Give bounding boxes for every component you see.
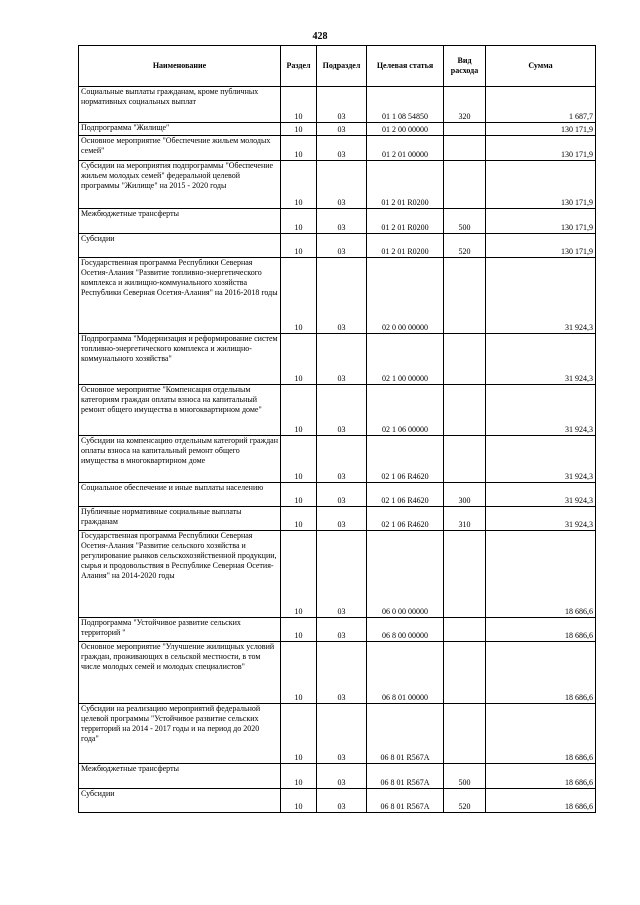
row-expense-type xyxy=(444,161,486,209)
row-target: 06 8 00 00000 xyxy=(367,618,444,642)
row-expense-type xyxy=(444,642,486,704)
table-row xyxy=(79,136,596,161)
row-subsection: 03 xyxy=(317,334,367,385)
row-section: 10 xyxy=(281,209,317,234)
row-section: 10 xyxy=(281,87,317,123)
row-name: Субсидии на реализацию мероприятий федеральной целевой программы "Устойчивое развитие сельских территорий на 2014 - 2017 годы и на период до 2020 года" xyxy=(79,704,281,764)
row-amount: 1 687,7 xyxy=(486,87,596,123)
row-amount: 18 686,6 xyxy=(486,704,596,764)
row-subsection: 03 xyxy=(317,789,367,813)
row-name: Межбюджетные трансферты xyxy=(79,209,281,234)
row-target: 06 8 01 R567A xyxy=(367,764,444,789)
row-section: 10 xyxy=(281,483,317,507)
row-name: Подпрограмма "Устойчивое развитие сельских территорий " xyxy=(79,618,281,642)
row-expense-type xyxy=(444,258,486,334)
row-section: 10 xyxy=(281,764,317,789)
row-section: 10 xyxy=(281,258,317,334)
row-name: Государственная программа Республики Северная Осетия-Алания "Развитие сельского хозяйства и регулирование рынков сельскохозяйственной продукции, сырья и продовольствия в Республике Северная Осетия-Алания" на 2014-2020 годы xyxy=(79,531,281,618)
row-subsection: 03 xyxy=(317,483,367,507)
row-amount: 31 924,3 xyxy=(486,436,596,483)
row-expense-type: 320 xyxy=(444,87,486,123)
row-subsection: 03 xyxy=(317,764,367,789)
table-row xyxy=(79,123,596,136)
budget-table xyxy=(78,45,596,813)
row-name: Социальное обеспечение и иные выплаты населению xyxy=(79,483,281,507)
table-row xyxy=(79,436,596,483)
row-section: 10 xyxy=(281,789,317,813)
row-expense-type: 520 xyxy=(444,234,486,258)
row-target: 06 8 01 R567A xyxy=(367,704,444,764)
column-header-section: Раздел xyxy=(281,46,317,87)
row-name: Основное мероприятие "Улучшение жилищных условий граждан, проживающих в сельской местности, в том числе молодых семей и молодых специалистов" xyxy=(79,642,281,704)
row-expense-type xyxy=(444,531,486,618)
row-expense-type xyxy=(444,436,486,483)
table-row xyxy=(79,87,596,123)
row-name: Субсидии на мероприятия подпрограммы "Обеспечение жильем молодых семей" федеральной целевой программы "Жилище" на 2015 - 2020 годы xyxy=(79,161,281,209)
row-subsection: 03 xyxy=(317,136,367,161)
row-amount: 130 171,9 xyxy=(486,123,596,136)
row-amount: 18 686,6 xyxy=(486,531,596,618)
row-section: 10 xyxy=(281,704,317,764)
row-target: 06 8 01 R567A xyxy=(367,789,444,813)
column-header-amount: Сумма xyxy=(486,46,596,87)
row-subsection: 03 xyxy=(317,209,367,234)
table-row xyxy=(79,258,596,334)
row-amount: 31 924,3 xyxy=(486,258,596,334)
row-target: 01 2 00 00000 xyxy=(367,123,444,136)
row-section: 10 xyxy=(281,642,317,704)
row-section: 10 xyxy=(281,123,317,136)
table-row xyxy=(79,234,596,258)
row-subsection: 03 xyxy=(317,642,367,704)
row-name: Государственная программа Республики Северная Осетия-Алания "Развитие топливно-энергетического комплекса и жилищно-коммунального хозяйства Республики Северная Осетия-Алания" на 2016-2018 годы xyxy=(79,258,281,334)
row-name: Подпрограмма "Жилище" xyxy=(79,123,281,136)
table-row xyxy=(79,161,596,209)
row-target: 02 1 06 R4620 xyxy=(367,483,444,507)
row-subsection: 03 xyxy=(317,123,367,136)
row-name: Субсидии на компенсацию отдельным категорий граждан оплаты взноса на капитальный ремонт общего имущества в многоквартирном доме xyxy=(79,436,281,483)
row-subsection: 03 xyxy=(317,385,367,436)
row-amount: 31 924,3 xyxy=(486,507,596,531)
row-section: 10 xyxy=(281,161,317,209)
row-amount: 31 924,3 xyxy=(486,483,596,507)
row-target: 02 1 06 R4620 xyxy=(367,436,444,483)
row-expense-type: 300 xyxy=(444,483,486,507)
row-expense-type xyxy=(444,334,486,385)
row-expense-type: 500 xyxy=(444,764,486,789)
row-name: Межбюджетные трансферты xyxy=(79,764,281,789)
row-name: Подпрограмма "Модернизация и реформирование систем топливно-энергетического комплекса и жилищно-коммунального хозяйства" xyxy=(79,334,281,385)
row-subsection: 03 xyxy=(317,507,367,531)
row-expense-type: 310 xyxy=(444,507,486,531)
row-amount: 130 171,9 xyxy=(486,136,596,161)
row-name: Основное мероприятие "Обеспечение жильем молодых семей" xyxy=(79,136,281,161)
row-name: Публичные нормативные социальные выплаты гражданам xyxy=(79,507,281,531)
row-expense-type xyxy=(444,136,486,161)
row-section: 10 xyxy=(281,507,317,531)
column-header-subsection: Подраздел xyxy=(317,46,367,87)
column-header-name: Наименование xyxy=(79,46,281,87)
row-target: 01 2 01 R0200 xyxy=(367,234,444,258)
table-row xyxy=(79,209,596,234)
row-target: 06 8 01 00000 xyxy=(367,642,444,704)
row-subsection: 03 xyxy=(317,161,367,209)
column-header-target: Целевая статья xyxy=(367,46,444,87)
row-expense-type xyxy=(444,704,486,764)
table-row xyxy=(79,764,596,789)
row-amount: 18 686,6 xyxy=(486,764,596,789)
row-expense-type: 500 xyxy=(444,209,486,234)
row-section: 10 xyxy=(281,436,317,483)
row-name: Субсидии xyxy=(79,789,281,813)
row-section: 10 xyxy=(281,531,317,618)
table-row xyxy=(79,334,596,385)
page-number: 428 xyxy=(312,31,328,42)
row-name: Субсидии xyxy=(79,234,281,258)
row-amount: 31 924,3 xyxy=(486,385,596,436)
row-section: 10 xyxy=(281,334,317,385)
row-target: 02 1 06 00000 xyxy=(367,385,444,436)
row-target: 02 0 00 00000 xyxy=(367,258,444,334)
row-target: 01 2 01 R0200 xyxy=(367,161,444,209)
row-expense-type xyxy=(444,618,486,642)
row-expense-type: 520 xyxy=(444,789,486,813)
row-subsection: 03 xyxy=(317,704,367,764)
row-subsection: 03 xyxy=(317,531,367,618)
row-target: 01 2 01 R0200 xyxy=(367,209,444,234)
row-section: 10 xyxy=(281,136,317,161)
table-row xyxy=(79,531,596,618)
row-amount: 130 171,9 xyxy=(486,209,596,234)
row-amount: 18 686,6 xyxy=(486,618,596,642)
row-subsection: 03 xyxy=(317,258,367,334)
row-name: Основное мероприятие "Компенсация отдельным категориям граждан оплаты взноса на капитальный ремонт общего имущества в многоквартирном доме" xyxy=(79,385,281,436)
row-amount: 130 171,9 xyxy=(486,234,596,258)
row-target: 06 0 00 00000 xyxy=(367,531,444,618)
row-section: 10 xyxy=(281,385,317,436)
row-amount: 31 924,3 xyxy=(486,334,596,385)
table-row xyxy=(79,789,596,813)
row-name: Социальные выплаты гражданам, кроме публичных нормативных социальных выплат xyxy=(79,87,281,123)
header-row xyxy=(79,46,596,87)
row-amount: 18 686,6 xyxy=(486,642,596,704)
table-row xyxy=(79,704,596,764)
table-row xyxy=(79,618,596,642)
row-target: 01 1 08 54850 xyxy=(367,87,444,123)
row-section: 10 xyxy=(281,234,317,258)
row-subsection: 03 xyxy=(317,87,367,123)
table-row xyxy=(79,642,596,704)
row-expense-type xyxy=(444,123,486,136)
column-header-expense-type: Вид расхода xyxy=(444,46,486,87)
row-subsection: 03 xyxy=(317,618,367,642)
row-target: 02 1 00 00000 xyxy=(367,334,444,385)
row-subsection: 03 xyxy=(317,234,367,258)
table-row xyxy=(79,483,596,507)
row-subsection: 03 xyxy=(317,436,367,483)
row-target: 02 1 06 R4620 xyxy=(367,507,444,531)
row-section: 10 xyxy=(281,618,317,642)
row-expense-type xyxy=(444,385,486,436)
row-target: 01 2 01 00000 xyxy=(367,136,444,161)
table-row xyxy=(79,385,596,436)
table-row xyxy=(79,507,596,531)
row-amount: 130 171,9 xyxy=(486,161,596,209)
row-amount: 18 686,6 xyxy=(486,789,596,813)
